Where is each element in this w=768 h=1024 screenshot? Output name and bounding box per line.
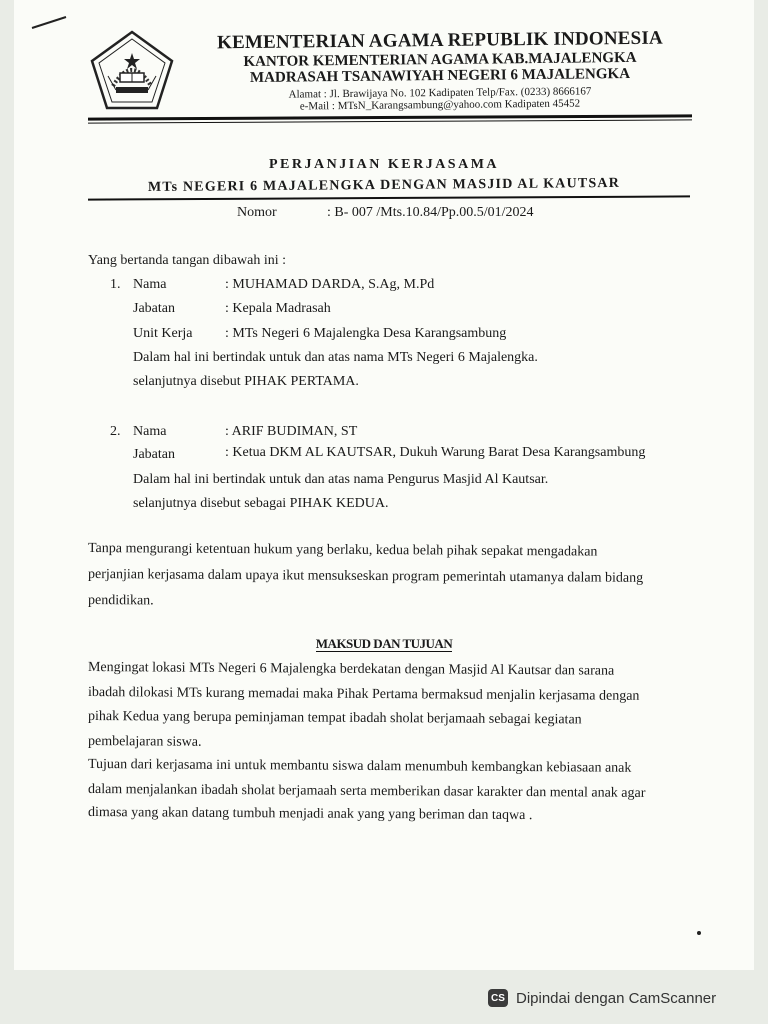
section-heading-text: MAKSUD DAN TUJUAN <box>315 636 453 651</box>
purpose-line-5: Tujuan dari kerjasama ini untuk membantu siswa dalam menumbuh kembangkan kebiasaan anak <box>87 757 632 776</box>
kemenag-emblem-icon <box>88 28 176 112</box>
letterhead-email: e-Mail : MTsN_Karangsambung@yahoo.com Kadipaten 45452 <box>299 97 581 113</box>
party1-statement: Dalam hal ini bertindak untuk dan atas nama MTs Negeri 6 Majalengka. <box>133 350 538 365</box>
party2-number: 2. <box>110 424 121 439</box>
camscanner-watermark <box>488 987 716 1009</box>
purpose-line-4: pembelajaran siswa. <box>87 734 202 750</box>
party1-position-label: Jabatan <box>133 301 175 316</box>
party1-number: 1. <box>110 277 121 292</box>
party2-position-value: : Ketua DKM AL KAUTSAR, Dukuh Warung Barat Desa Karangsambung <box>225 445 646 460</box>
party2-name-label: Nama <box>133 424 167 439</box>
purpose-line-1: Mengingat lokasi MTs Negeri 6 Majalengka berdekatan dengan Masjid Al Kautsar dan sarana <box>87 660 615 679</box>
nomor-value: : B- 007 /Mts.10.84/Pp.00.5/01/2024 <box>327 205 534 220</box>
ink-dot <box>697 931 701 935</box>
purpose-line-7: dimasa yang akan datang tumbuh menjadi anak yang yang beriman dan taqwa . <box>87 805 533 824</box>
party1-name-value: : MUHAMAD DARDA, S.Ag, M.Pd <box>225 277 435 292</box>
document-title: PERJANJIAN KERJASAMA <box>268 157 500 172</box>
document-subtitle: MTs NEGERI 6 MAJALENGKA DENGAN MASJID AL KAUTSAR <box>147 175 621 196</box>
party1-unit-value: : MTs Negeri 6 Majalengka Desa Karangsambung <box>225 326 507 341</box>
party1-designation: selanjutnya disebut PIHAK PERTAMA. <box>133 374 359 389</box>
purpose-line-3: pihak Kedua yang berupa peminjaman tempat ibadah sholat berjamaah sebagai kegiatan <box>87 709 582 728</box>
party1-unit-label: Unit Kerja <box>133 326 193 341</box>
party2-statement: Dalam hal ini bertindak untuk dan atas nama Pengurus Masjid Al Kautsar. <box>133 472 549 487</box>
agreement-line-3: pendidikan. <box>87 593 154 609</box>
purpose-line-6: dalam menjalankan ibadah sholat berjamaah serta memberikan dasar karakter dan mental anak agar <box>87 782 646 801</box>
agreement-line-1: Tanpa mengurangi ketentuan hukum yang berlaku, kedua belah pihak sepakat mengadakan <box>87 541 598 560</box>
party2-designation: selanjutnya disebut sebagai PIHAK KEDUA. <box>133 496 389 511</box>
agreement-line-2: perjanjian kerjasama dalam upaya ikut mensukseskan program pemerintah utamanya dalam bidang <box>87 567 644 586</box>
camscanner-icon: CS <box>488 989 508 1007</box>
letterhead-address: Alamat : Jl. Brawijaya No. 102 Kadipaten Telp/Fax. (0233) 8666167 <box>288 85 592 101</box>
pen-mark <box>30 14 70 30</box>
purpose-line-2: ibadah dilokasi MTs kurang memadai maka Pihak Pertama bermaksud menjalin kerjasama dengan <box>87 685 640 704</box>
intro-text: Yang bertanda tangan dibawah ini : <box>88 253 287 268</box>
party1-position-value: : Kepala Madrasah <box>225 301 331 316</box>
section-heading <box>0 636 768 652</box>
party1-name-label: Nama <box>133 277 167 292</box>
nomor-label: Nomor <box>237 205 277 220</box>
letterhead-school: MADRASAH TSANAWIYAH NEGERI 6 MAJALENGKA <box>249 66 631 86</box>
letterhead-office: KANTOR KEMENTERIAN AGAMA KAB.MAJALENGKA <box>243 49 637 71</box>
letterhead-ministry: KEMENTERIAN AGAMA REPUBLIK INDONESIA <box>216 27 664 54</box>
camscanner-text: Dipindai dengan CamScanner <box>516 989 717 1007</box>
party2-name-value: : ARIF BUDIMAN, ST <box>225 424 358 439</box>
party2-position-label: Jabatan <box>133 447 175 462</box>
